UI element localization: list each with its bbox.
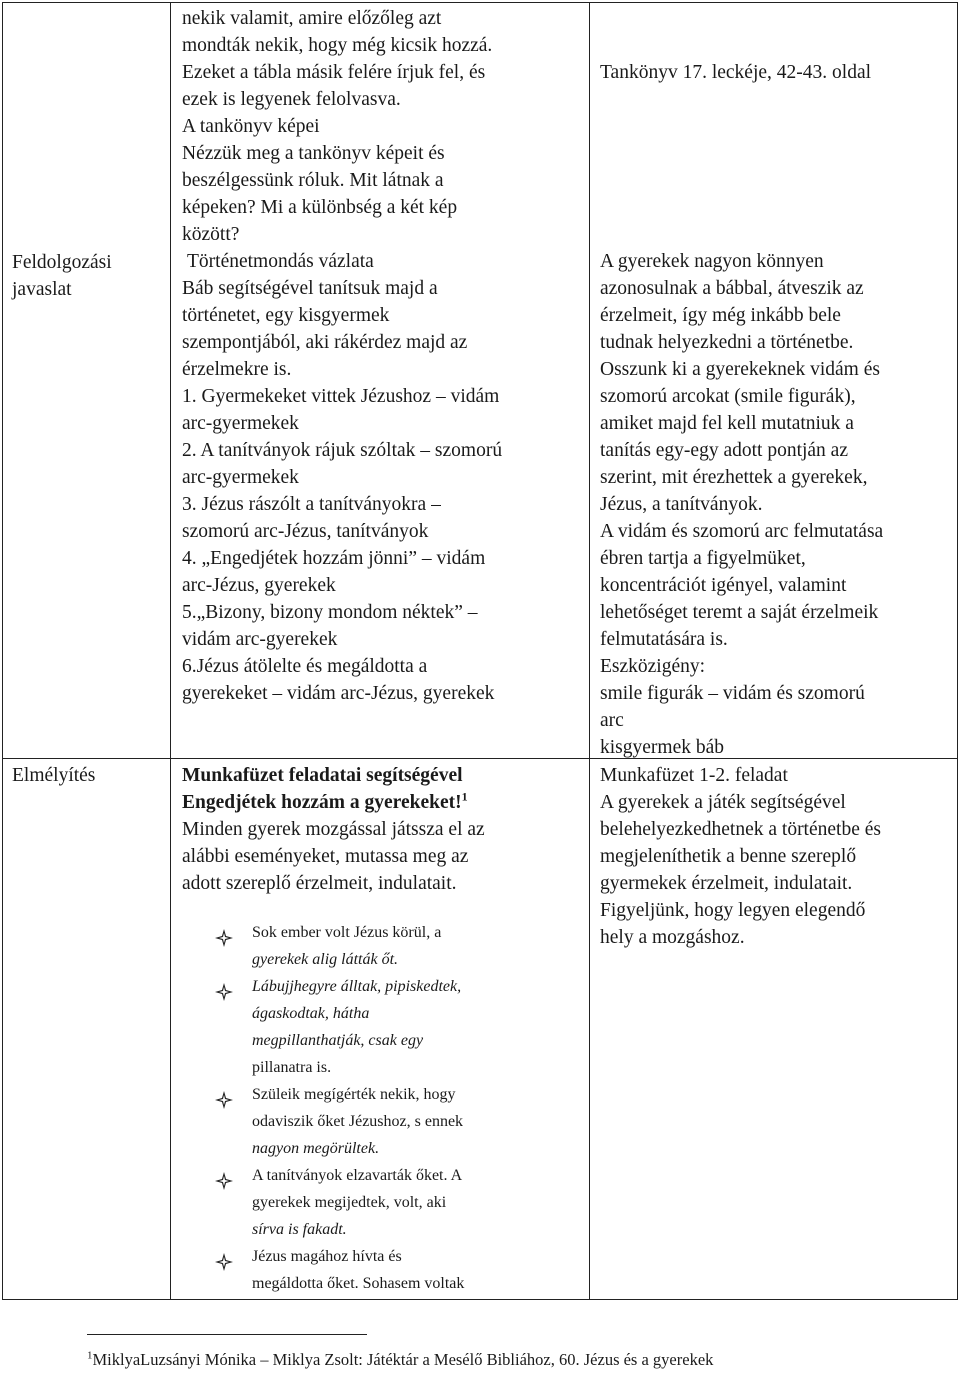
text-line: smile figurák – vidám és szomorú — [600, 683, 865, 704]
text-line: képeken? Mi a különbség a két kép — [182, 197, 458, 218]
text-line: szempontjából, aki rákérdez majd az — [182, 332, 468, 353]
list-item — [215, 924, 575, 978]
text-line: Eszközigény: — [600, 656, 706, 677]
list-item-text: Lábujjhegyre álltak, pipiskedtek, — [252, 978, 462, 995]
list-item-text: gyerekek alig látták őt. — [252, 951, 399, 968]
text-line: között? — [182, 224, 240, 245]
text-line: érzelmeit, így még inkább bele — [600, 305, 841, 326]
row-label-line: Elmélyítés — [12, 765, 96, 786]
event-bullet-list — [215, 924, 575, 1302]
table-border-left — [2, 2, 3, 1300]
story-step: arc-gyermekek — [182, 467, 299, 488]
diamond-cross-bullet-icon — [215, 983, 233, 1001]
text-line: tudnak helyezkedni a történetbe. — [600, 332, 854, 353]
text-line: alábbi eseményeket, mutassa meg az — [182, 846, 469, 867]
text-line: nekik valamit, amire előzőleg azt — [182, 8, 442, 29]
text-line: gyermekek érzelmeit, indulatait. — [600, 873, 853, 894]
text-line: megjeleníthetik a benne szereplő — [600, 846, 857, 867]
row-label-elmelyites — [12, 762, 162, 789]
text-line: Ezeket a tábla másik felére írjuk fel, és — [182, 62, 486, 83]
text-line: arc — [600, 710, 624, 731]
diamond-cross-bullet-icon — [215, 1172, 233, 1190]
text-line: koncentrációt igényel, valamint — [600, 575, 847, 596]
row-label-line: Feldolgozási — [12, 252, 112, 273]
feldolgozas-right-cell — [600, 59, 952, 86]
footnote-reference: 1 — [461, 789, 468, 804]
text-line: A gyerekek nagyon könnyen — [600, 251, 824, 272]
list-item-text: Jézus magához hívta és — [252, 1248, 402, 1265]
column-divider-2 — [589, 2, 590, 1300]
text-line: Minden gyerek mozgással játssza el az — [182, 819, 485, 840]
footnote-number: 1 — [87, 1349, 93, 1362]
text-line: belehelyezkedhetnek a történetbe és — [600, 819, 881, 840]
text-line: tanítás egy-egy adott pontján az — [600, 440, 848, 461]
story-step: 3. Jézus rászólt a tanítványokra – — [182, 494, 441, 515]
text-line: Munkafüzet 1-2. feladat — [600, 765, 788, 786]
section-heading-vazlat: Történetmondás vázlata — [187, 251, 374, 272]
text-line: lehetőséget teremt a saját érzelmeik — [600, 602, 879, 623]
feldolgozas-right-notes — [600, 248, 952, 761]
text-line: felmutatására is. — [600, 629, 728, 650]
table-border-top — [2, 2, 958, 3]
text-line: Báb segítségével tanítsuk majd a — [182, 278, 438, 299]
text-line: Jézus, a tanítványok. — [600, 494, 763, 515]
story-step: 4. „Engedjétek hozzám jönni” – vidám — [182, 548, 486, 569]
text-line: hely a mozgáshoz. — [600, 927, 745, 948]
row-label-feldolgozas — [12, 249, 162, 303]
story-step: 1. Gyermekeket vittek Jézushoz – vidám — [182, 386, 500, 407]
column-divider-1 — [170, 2, 171, 1300]
workbook-title-text: Engedjétek hozzám a gyerekeket! — [182, 792, 462, 813]
footnote-text: MiklyaLuzsányi Mónika – Miklya Zsolt: Játéktár a Mesélő Bibliához, 60. Jézus és a gyerekek — [92, 1350, 714, 1369]
workbook-title — [182, 789, 582, 816]
list-item-text: odaviszik őket Jézushoz, s ennek — [252, 1113, 464, 1130]
list-item-text: megáldotta őket. Sohasem voltak — [252, 1275, 465, 1292]
list-item-text: A tanítványok elzavarták őket. A — [252, 1167, 463, 1184]
list-item-text: nagyon megörültek. — [252, 1140, 380, 1157]
feldolgozas-middle-cell — [182, 5, 582, 707]
text-line: történetet, egy kisgyermek — [182, 305, 390, 326]
elmelyites-right-cell — [600, 762, 952, 951]
text-line: Figyeljünk, hogy legyen elegendő — [600, 900, 866, 921]
story-step: arc-Jézus, gyerekek — [182, 575, 336, 596]
text-line: azonosulnak a bábbal, átveszik az — [600, 278, 864, 299]
row-label-line: javaslat — [12, 279, 72, 300]
table-border-right — [957, 2, 958, 1300]
text-line: ezek is legyenek felolvasva. — [182, 89, 401, 110]
list-item-text: Sok ember volt Jézus körül, a — [252, 924, 442, 941]
text-line: Osszunk ki a gyerekeknek vidám és — [600, 359, 880, 380]
text-line: ébren tartja a figyelmüket, — [600, 548, 806, 569]
text-line: beszélgessünk róluk. Mit látnak a — [182, 170, 444, 191]
text-line: érzelmekre is. — [182, 359, 292, 380]
text-line: szomorú arcokat (smile figurák), — [600, 386, 856, 407]
list-item-text: megpillanthatják, csak egy — [252, 1032, 424, 1049]
text-line: A gyerekek a játék segítségével — [600, 792, 846, 813]
text-line: mondták nekik, hogy még kicsik hozzá. — [182, 35, 493, 56]
story-step: 6.Jézus átölelte és megáldotta a — [182, 656, 428, 677]
text-line: adott szereplő érzelmeit, indulatait. — [182, 873, 457, 894]
story-step: vidám arc-gyerekek — [182, 629, 338, 650]
workbook-heading: Munkafüzet feladatai segítségével — [182, 765, 463, 786]
list-item — [215, 1248, 575, 1302]
list-item-text: ágaskodtak, hátha — [252, 1005, 370, 1022]
list-item-text: pillanatra is. — [252, 1059, 332, 1076]
list-item-text: gyerekek megijedtek, volt, aki — [252, 1194, 447, 1211]
diamond-cross-bullet-icon — [215, 929, 233, 947]
story-step: arc-gyermekek — [182, 413, 299, 434]
section-heading-tankonyv: A tankönyv képei — [182, 116, 320, 137]
text-line: kisgyermek báb — [600, 737, 725, 758]
text-line: Nézzük meg a tankönyv képeit és — [182, 143, 445, 164]
textbook-reference: Tankönyv 17. leckéje, 42-43. oldal — [600, 62, 872, 83]
footnote-separator — [87, 1334, 367, 1335]
text-line: szerint, mit érezhettek a gyerekek, — [600, 467, 868, 488]
story-step: szomorú arc-Jézus, tanítványok — [182, 521, 429, 542]
story-step: 2. A tanítványok rájuk szóltak – szomorú — [182, 440, 503, 461]
diamond-cross-bullet-icon — [215, 1091, 233, 1109]
diamond-cross-bullet-icon — [215, 1253, 233, 1271]
list-item — [215, 978, 575, 1086]
story-step: 5.„Bizony, bizony mondom néktek” – — [182, 602, 478, 623]
text-line: amiket majd fel kell mutatniuk a — [600, 413, 854, 434]
footnote — [87, 1349, 713, 1371]
story-step: gyerekeket – vidám arc-Jézus, gyerekek — [182, 683, 495, 704]
text-line: A vidám és szomorú arc felmutatása — [600, 521, 884, 542]
list-item — [215, 1086, 575, 1167]
elmelyites-middle-cell — [182, 762, 582, 897]
list-item-text: sírva is fakadt. — [252, 1221, 347, 1238]
list-item-text: Szüleik megígérték nekik, hogy — [252, 1086, 456, 1103]
list-item — [215, 1167, 575, 1248]
